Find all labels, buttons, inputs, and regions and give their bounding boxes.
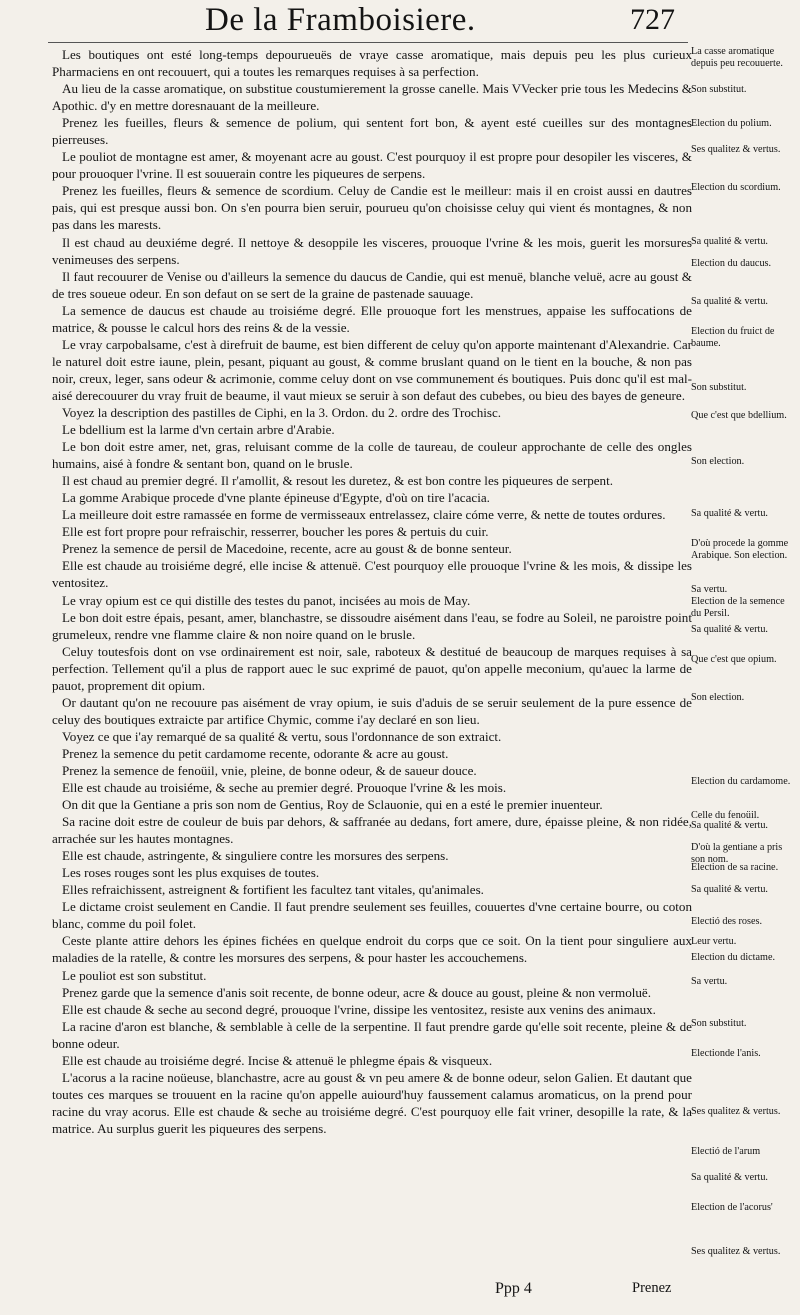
header-rule bbox=[48, 42, 688, 43]
margin-note: Sa vertu. bbox=[691, 584, 728, 595]
paragraph: Prenez les fueilles, fleurs & semence de scordium. Celuy de Candie est le meilleur: mais il en croist aussi en dautres pais, qui est presque aussi bon. On s'en pourra bien seruir, pourueu qu'on choisisse celuy qui vient és montagnes, & non pas dans les marests. bbox=[52, 183, 692, 233]
margin-note: Electió de l'arum bbox=[691, 1146, 761, 1157]
paragraph: Elle est chaude au troisiéme, & seche au premier degré. Prouoque l'vrine & les mois. bbox=[62, 780, 507, 796]
paragraph: Prenez les fueilles, fleurs & semence de polium, qui sentent fort bon, & ayent esté cueilles sur des montagnes pierreuses. bbox=[52, 115, 692, 148]
paragraph: Le bdellium est la larme d'vn certain arbre d'Arabie. bbox=[62, 422, 335, 438]
margin-note: Que c'est que bdellium. bbox=[691, 410, 787, 421]
margin-note: Ses qualitez & vertus. bbox=[691, 1246, 781, 1257]
margin-note: Election de l'acorus' bbox=[691, 1202, 773, 1213]
margin-note: Sa qualité & vertu. bbox=[691, 884, 768, 895]
margin-note: Que c'est que opium. bbox=[691, 654, 777, 665]
margin-note: Election du scordium. bbox=[691, 182, 781, 193]
paragraph: Elle est chaude au troisiéme degré, elle incise & attenuë. C'est pourquoy elle prouoque l'vrine & les mois, & dissipe les ventositez. bbox=[52, 558, 692, 591]
paragraph: Il est chaud au premier degré. Il r'amollit, & resout les duretez, & est bon contre les piqueures de serpent. bbox=[62, 473, 614, 489]
paragraph: Voyez la description des pastilles de Ciphi, en la 3. Ordon. du 2. ordre des Trochisc. bbox=[62, 404, 502, 420]
paragraph: Le vray carpobalsame, c'est à direfruit de baume, est bien different de celuy qu'on apporte maintenant d'Alexandrie. Car le naturel doit estre iaune, plein, pesant, piquant au goust, & comme bruslant quand on le tient en la bouche, & non pas noir, creux, leger, sans odeur & acrimonie, comme celuy dont on vse communement és boutiques. Puis donc qu'il est mal-aisé derecouurer du vray fruit de beaume, il vaut mieux se seruir à son defaut des cubebes, ou bieu des bayes de geneure. bbox=[52, 336, 692, 403]
paragraph: La gomme Arabique procede d'vne plante épineuse d'Egypte, d'où on tire l'acacia. bbox=[62, 490, 490, 506]
margin-note: Son substitut. bbox=[691, 1018, 747, 1029]
paragraph: Elle est chaude, astringente, & singuliere contre les morsures des serpens. bbox=[62, 848, 449, 864]
signature-mark: Ppp 4 bbox=[495, 1280, 532, 1297]
paragraph: Prenez la semence de persil de Macedoine, recente, acre au goust & de bonne senteur. bbox=[62, 541, 512, 557]
running-title: De la Framboisiere. bbox=[205, 2, 476, 38]
margin-note: Sa vertu. bbox=[691, 976, 728, 987]
margin-note: Sa qualité & vertu. bbox=[691, 624, 768, 635]
paragraph: Le pouliot est son substitut. bbox=[62, 967, 207, 983]
margin-note: Election du dictame. bbox=[691, 952, 776, 963]
paragraph: Voyez ce que i'ay remarqué de sa qualité & vertu, sous l'ordonnance de son extraict. bbox=[62, 728, 502, 744]
margin-note: Ses qualitez & vertus. bbox=[691, 1106, 781, 1117]
paragraph: Prenez garde que la semence d'anis soit recente, de bonne odeur, acre & douce au goust, pleine & non vermoluë. bbox=[62, 984, 652, 1000]
margin-note: Celle du fenoüil. bbox=[691, 810, 760, 821]
paragraph: Il faut recouurer de Venise ou d'ailleurs la semence du daucus de Candie, qui est menuë, blanche veluë, acre au goust & de tres soueue odeur. En son defaut on se sert de la graine de pastenade sauuage. bbox=[52, 268, 692, 301]
paragraph: Elle est chaude au troisiéme degré. Incise & attenuë le phlegme épais & visqueux. bbox=[62, 1052, 493, 1068]
margin-note: Sa qualité & vertu. bbox=[691, 508, 768, 519]
paragraph: Or dautant qu'on ne recouure pas aisément de vray opium, ie suis d'aduis de se seruir seulement de la pure essence de celuy des boutiques extraicte par artifice Chymic, comme i'ay declaré en son lieu. bbox=[52, 694, 692, 727]
margin-note: Son election. bbox=[691, 692, 745, 703]
margin-note: Election du cardamome. bbox=[691, 776, 791, 787]
margin-note: Election du daucus. bbox=[691, 258, 772, 269]
paragraph: Prenez la semence du petit cardamome recente, odorante & acre au goust. bbox=[62, 745, 449, 761]
paragraph: Le vray opium est ce qui distille des testes du panot, incisées au mois de May. bbox=[62, 592, 471, 608]
page-number: 727 bbox=[630, 3, 675, 36]
paragraph: Elles refraichissent, astreignent & fortifient les facultez tant vitales, qu'animales. bbox=[62, 882, 484, 898]
paragraph: Il est chaud au deuxiéme degré. Il nettoye & desoppile les visceres, prouoque l'vrine & les mois, guerit les morsures venimeuses des serpens. bbox=[52, 234, 692, 267]
margin-note: Ses qualitez & vertus. bbox=[691, 144, 781, 155]
paragraph: Ceste plante attire dehors les épines fichées en quelque endroit du corps que ce soit. On la tient pour singuliere aux maladies de la ratelle, & contre les morsures des serpens, & pour haster les accouchemens. bbox=[52, 933, 692, 966]
paragraph: L'acorus a la racine noüeuse, blanchastre, acre au goust & vn peu amere & de bonne odeur, selon Galien. Et dautant que toutes ces marques se trouuent en la racine qu'on appelle auiourd'huy faussement calamus aromaticus, on la prend pour racine du vray acorus. Elle est chaude & seche au troisiéme degré. C'est pourquoy elle fait vriner, desopille la rate, & la matrice. Au surplus guerit les piqueures des serpens. bbox=[52, 1069, 692, 1136]
body-text bbox=[52, 46, 692, 1137]
paragraph: Elle est chaude & seche au second degré, prouoque l'vrine, dissipe les ventositez, resiste aux venins des animaux. bbox=[62, 1001, 656, 1017]
paragraph: Le bon doit estre amer, net, gras, reluisant comme de la colle de taureau, de couleur approchante de celle des ongles humains, aisé à fondre & sentant bon, quand on le brusle. bbox=[52, 439, 692, 472]
paragraph: Elle est fort propre pour refraischir, resserrer, boucher les pores & pertuis du cuir. bbox=[62, 524, 489, 540]
margin-note: D'où la gentiane a pris son nom. bbox=[691, 842, 783, 865]
margin-note: Son substitut. bbox=[691, 382, 747, 393]
margin-note: Electió des roses. bbox=[691, 916, 763, 927]
paragraph: On dit que la Gentiane a pris son nom de Gentius, Roy de Sclauonie, qui en a esté le premier inuenteur. bbox=[62, 797, 603, 813]
paragraph: Prenez la semence de fenoüil, vnie, pleine, de bonne odeur, & de saueur douce. bbox=[62, 762, 477, 778]
page-footer bbox=[0, 1270, 800, 1310]
margin-note: Sa qualité & vertu. bbox=[691, 296, 768, 307]
paragraph: Celuy toutesfois dont on vse ordinairement est noir, sale, raboteux & destitué de beaucoup de marques requises à sa perfection. Tellement qu'il a plus de rapport auec le suc exprimé de pauot, qu'on appelle meconium, qu'auec la larme de pauot, proprement dit opium. bbox=[52, 643, 692, 693]
page-header bbox=[0, 0, 800, 40]
margin-note: D'où procede la gomme Arabique. Son election. bbox=[691, 538, 789, 561]
margin-note: Election du polium. bbox=[691, 118, 772, 129]
paragraph: La racine d'aron est blanche, & semblable à celle de la serpentine. Il faut prendre garde qu'elle soit recente, pleine & de bonne odeur. bbox=[52, 1018, 692, 1051]
margin-note: Son election. bbox=[691, 456, 745, 467]
paragraph: Sa racine doit estre de couleur de buis par dehors, & saffranée au dedans, fort amere, dure, épaisse pleine, & non ridée, arrachée sur les hautes montagnes. bbox=[52, 814, 692, 847]
paragraph: Au lieu de la casse aromatique, on substitue coustumierement la grosse canelle. Mais VVecker prie tous les Medecins & Apothic. d'y en mettre doresnauant de la meilleure. bbox=[52, 81, 692, 114]
margin-note: Election de la semence du Persil. bbox=[691, 596, 785, 619]
paragraph: La meilleure doit estre ramassée en forme de vermisseaux entrelassez, claire cóme verre, & nette de toutes ordures. bbox=[62, 507, 666, 523]
paragraph: Les roses rouges sont les plus exquises de toutes. bbox=[62, 865, 320, 881]
margin-note: Son substitut. bbox=[691, 84, 747, 95]
paragraph: Le bon doit estre épais, pesant, amer, blanchastre, se dissoudre aisément dans l'eau, se fodre au Soleil, ne paroistre point grumeleux, rendre vne flamme claire & non noire quand on le brusle. bbox=[52, 609, 692, 642]
margin-note: Election du fruict de baume. bbox=[691, 326, 775, 349]
paragraph: Le pouliot de montagne est amer, & moyenant acre au goust. C'est pourquoy il est propre pour desopiler les visceres, & pour prouoquer l'vrine. Il est souuerain contre les piqueures de serpens. bbox=[52, 149, 692, 182]
margin-note: La casse aromatique depuis peu recouuerte. bbox=[691, 46, 783, 69]
margin-note: Sa qualité & vertu. bbox=[691, 1172, 768, 1183]
paragraph: Les boutiques ont esté long-temps depourueuës de vraye casse aromatique, mais depuis peu les plus curieux Pharmaciens en ont recouuert, qui a toutes les remarques requises à sa perfection. bbox=[52, 47, 692, 80]
margin-note: Sa qualité & vertu. bbox=[691, 236, 768, 247]
paragraph: Le dictame croist seulement en Candie. Il faut prendre seulement ses feuilles, couuertes d'vne certaine bourre, ou coton blanc, comme du poil folet. bbox=[52, 899, 692, 932]
margin-note: Electionde l'anis. bbox=[691, 1048, 761, 1059]
margin-note: Sa qualité & vertu. bbox=[691, 820, 768, 831]
paragraph: La semence de daucus est chaude au troisiéme degré. Elle prouoque fort les menstrues, appaise les suffocations de matrice, & pousse le calcul hors des reins & de la vessie. bbox=[52, 302, 692, 335]
catchword: Prenez bbox=[632, 1280, 672, 1296]
margin-note: Leur vertu. bbox=[691, 936, 737, 947]
margin-note: Election de sa racine. bbox=[691, 862, 779, 873]
